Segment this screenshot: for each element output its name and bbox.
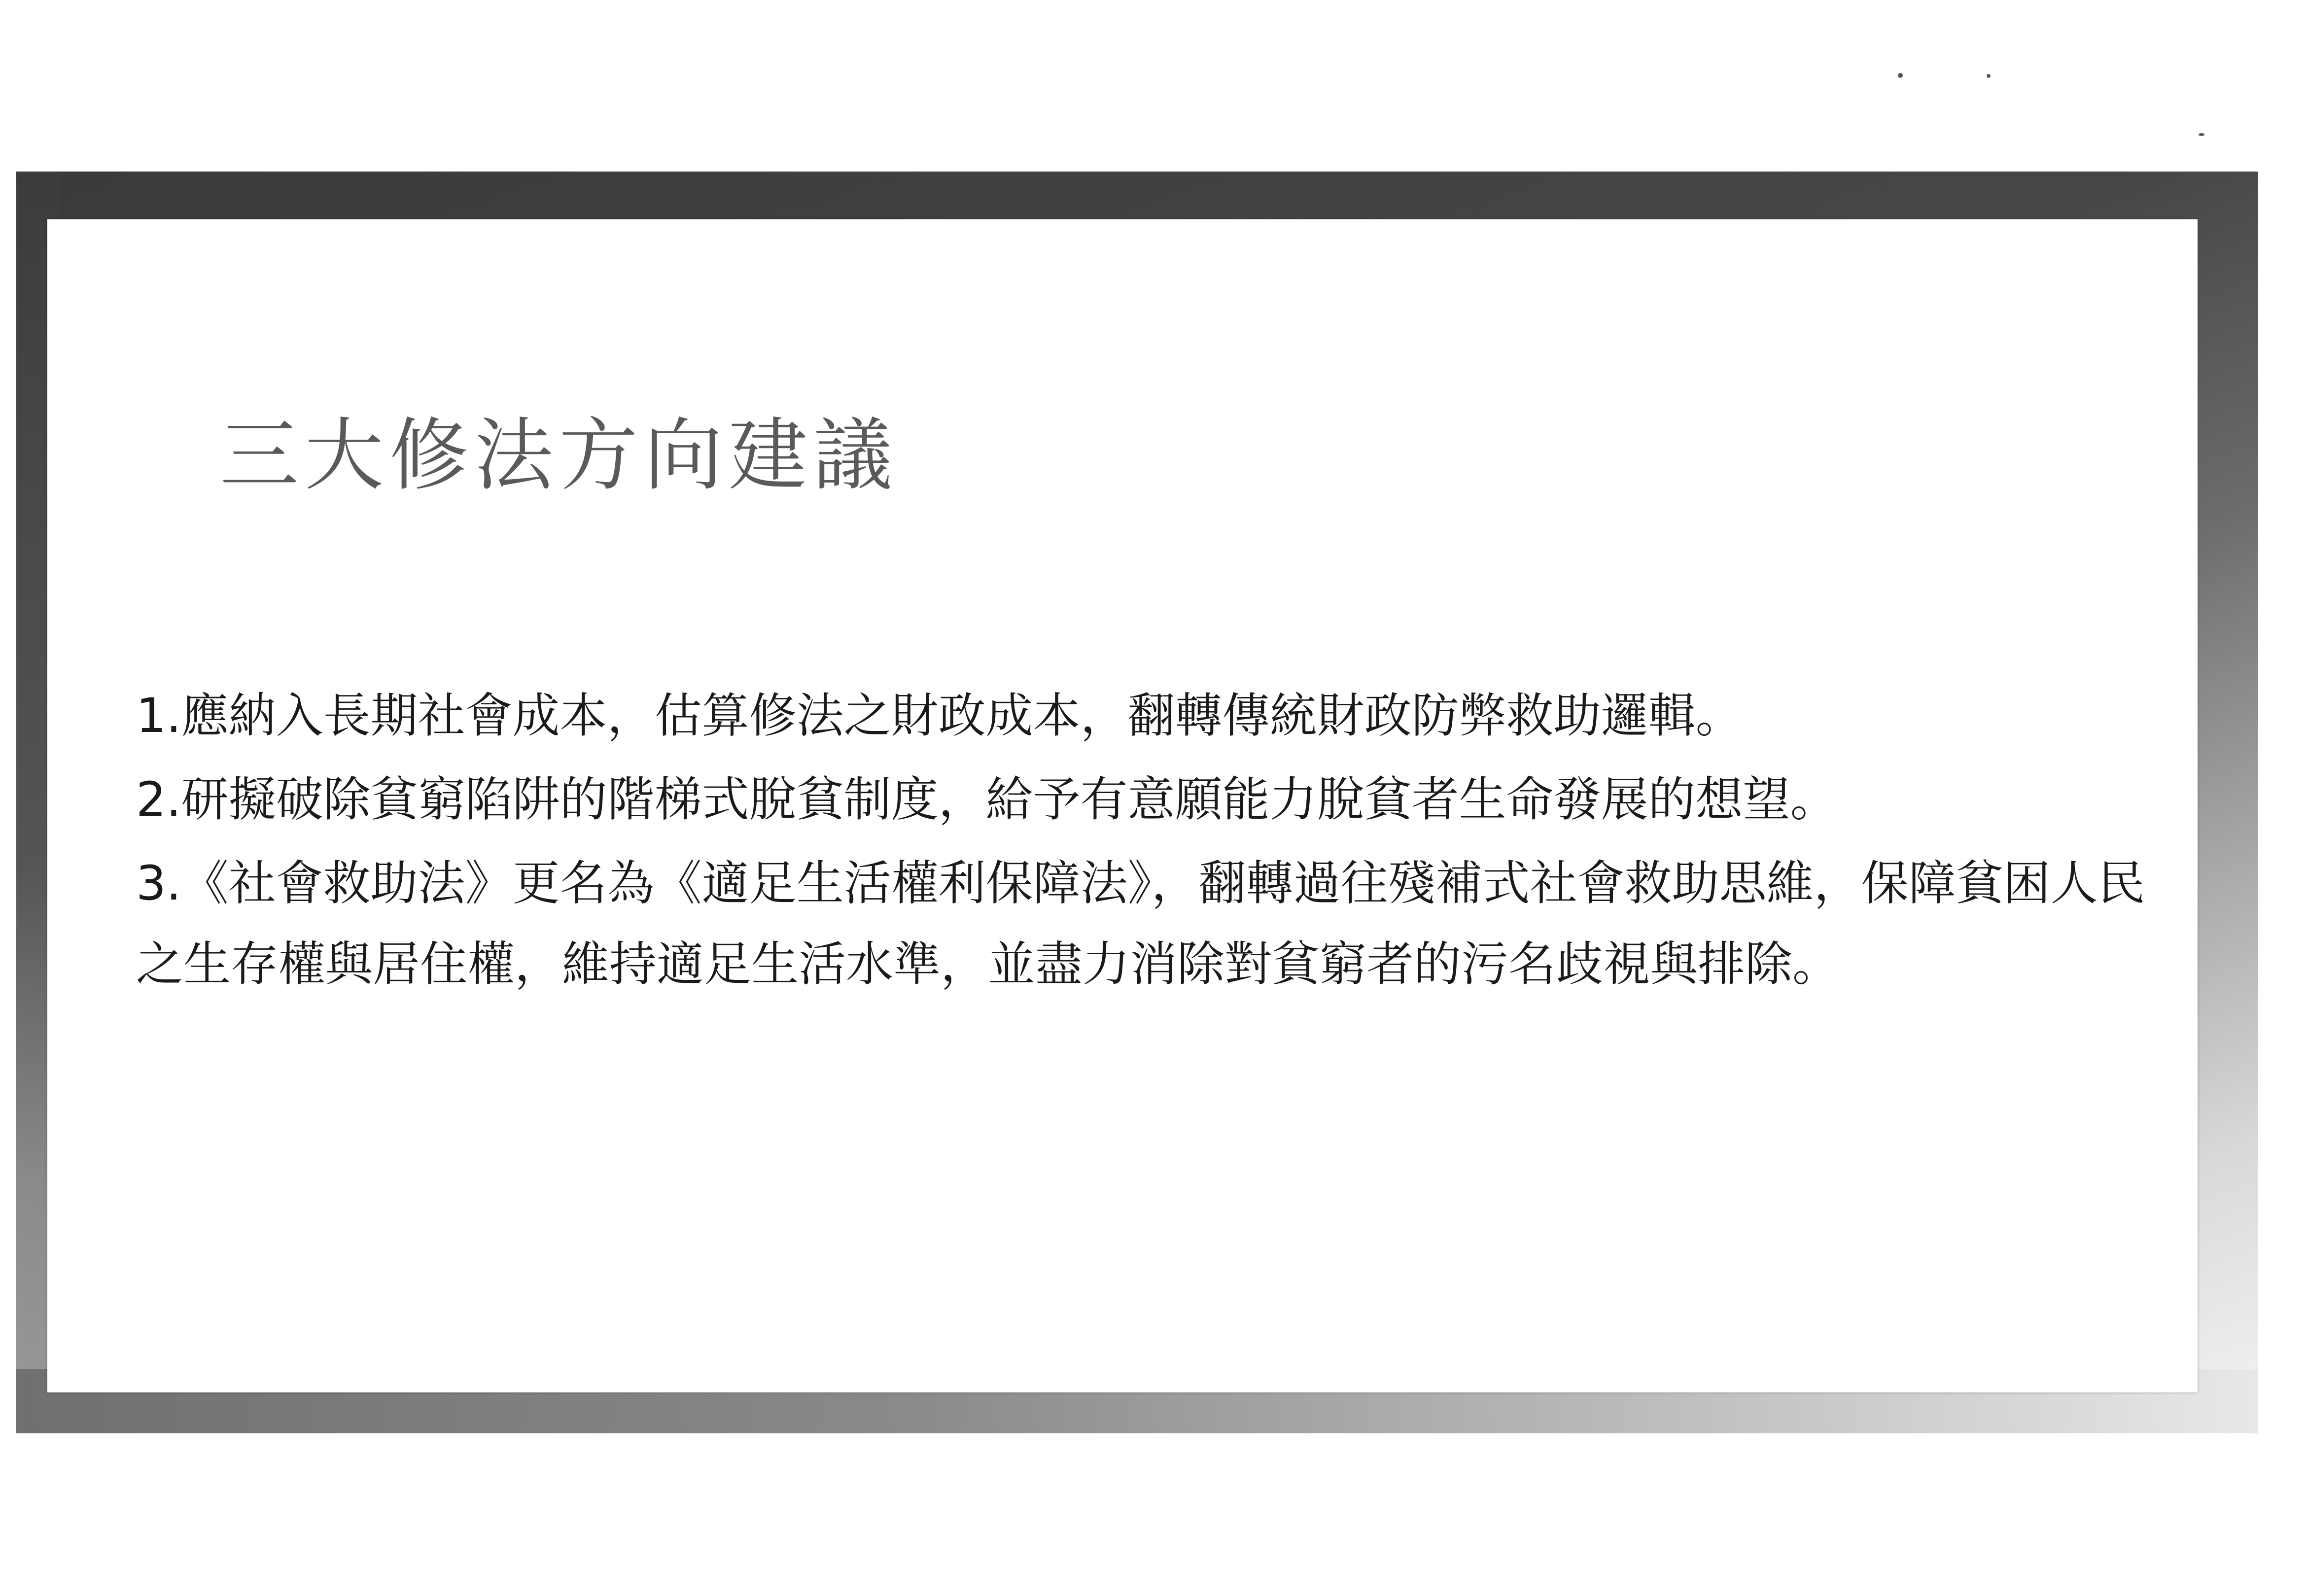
proposal-item: 1.應納入長期社會成本，估算修法之財政成本，翻轉傳統財政防弊救助邏輯。 <box>136 688 1743 743</box>
proposal-item: 3.《社會救助法》更名為《適足生活權利保障法》，翻轉過往殘補式社會救助思維，保障貧困人民之生存權與居住權，維持適足生活水準，並盡力消除對貧窮者的污名歧視與排除。 <box>136 856 2145 992</box>
proposal-list <box>136 675 2157 1005</box>
slide <box>47 219 2198 1392</box>
scan-speck <box>1898 73 1903 78</box>
scan-speck <box>2199 133 2204 136</box>
slide-title: 三大修法方向建議 <box>220 409 899 501</box>
proposal-item: 2.研擬破除貧窮陷阱的階梯式脫貧制度，給予有意願能力脫貧者生命發展的想望。 <box>136 772 1838 827</box>
scan-speck <box>1987 74 1991 78</box>
